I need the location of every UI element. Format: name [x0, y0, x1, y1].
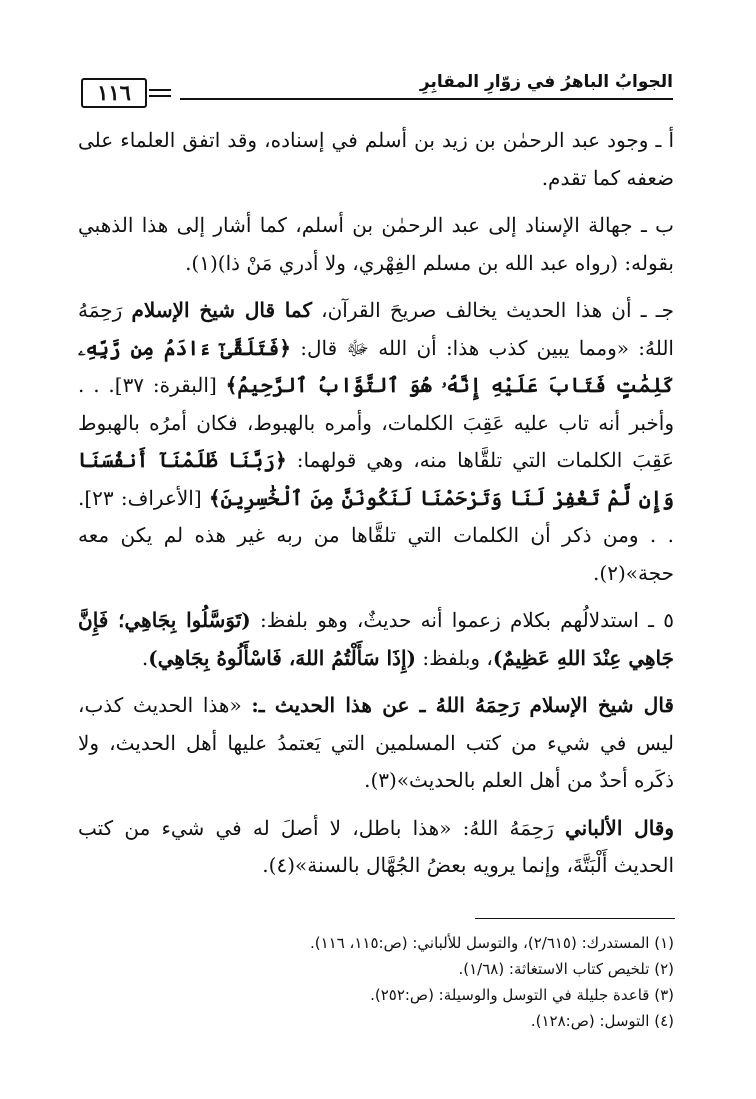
page-header [75, 70, 673, 106]
paragraph-alif: أ ـ وجود عبد الرحمٰن بن زيد بن أسلم في إسناده، وقد اتفق العلماء على ضعفه كما تقدم. [78, 128, 674, 190]
footnote-item: (٢) تلخيص كتاب الاستغاثة: (١/٦٨). [458, 960, 674, 978]
header-rule [180, 98, 673, 100]
paragraph-jim [78, 292, 674, 592]
page-number: ١١٦ [81, 78, 147, 108]
text-segment-bold: قال شيخ الإسلام رَحِمَهُ اللهُ ـ عن هذا الحديث ـ: [251, 693, 674, 717]
text-segment-bold: وقال الألباني [564, 815, 675, 840]
header-dash [149, 89, 171, 91]
text-segment: رَحِمَهُ اللهُ: «هذا باطل، لا أصلَ له في شيء من كتب الحديث أَلْبَتَّةَ، وإنما يرويه بعضُ الجُهَّال بالسنة»(٤). [78, 815, 674, 877]
text-segment: رَحِمَهُ اللهُ: «ومما يبين كذب هذا: أن الله ﷻ قال: [78, 298, 674, 360]
quran-verse: ﴿فَتَلَقَّىٰٓ ءَادَمُ مِن رَّبِّهِۦ كَلِمَٰتٍ فَتَابَ عَلَيْهِ إِنَّهُۥ هُوَ ٱلتَّوَّابُ ٱلرَّحِيمُ﴾ [78, 335, 674, 397]
text-segment: . [141, 645, 149, 670]
text-segment-bold: كما قال شيخ الإسلام [131, 298, 312, 322]
footnote-item: (١) المستدرك: (٢/٦١٥)، والتوسل للألباني: (ص:١١٥، ١١٦). [309, 934, 674, 952]
paragraph-ibn-taymiyyah [78, 687, 674, 800]
paragraph-albani [78, 810, 674, 885]
header-dash [149, 95, 171, 97]
text-segment: [الأعراف: ٢٣]. . . ومن ذكر أن الكلمات التي تلقَّاها من ربه غير هذه لم يكن معه حجة»(٢). [78, 485, 674, 585]
footnote-separator [475, 918, 675, 919]
hadith-text: (تَوَسَّلُوا بِجَاهِي؛ فَإِنَّ جَاهِي عِنْدَ اللهِ عَظِيمٌ) [78, 608, 674, 670]
text-segment: ٥ ـ استدلالُهم بكلام زعموا أنه حديثٌ، وهو بلفظ: [250, 608, 675, 632]
main-text [78, 122, 674, 895]
book-title: الجوابُ الباهرُ في زوّارِ المقابِرِ [419, 72, 673, 92]
paragraph-five [78, 602, 674, 677]
text-segment: ، وبلفظ: [415, 645, 493, 670]
footnotes [80, 930, 674, 1034]
quran-verse: ﴿رَبَّنَا ظَلَمْنَآ أَنفُسَنَا وَإِن لَّمْ تَغْفِرْ لَنَا وَتَرْحَمْنَا لَنَكُونَنَّ مِنَ ٱلْخَٰسِرِينَ﴾ [78, 448, 674, 510]
text-segment: جـ ـ أن هذا الحديث يخالف صريحَ القرآن، [311, 298, 674, 322]
paragraph-ba: ب ـ جهالة الإسناد إلى عبد الرحمٰن بن أسلم، كما أشار إلى هذا الذهبي بقوله: (رواه عبد الله بن مسلم الفِهْري، ولا أدري مَنْ ذا)(١). [78, 213, 674, 275]
text-segment: «هذا الحديث كذب، ليس في شيء من كتب المسلمين التي يَعتمدُ عليها أهل الحديث، ولا ذكَره أحدٌ من أهل العلم بالحديث»(٣). [78, 693, 674, 792]
footnote-item: (٣) قاعدة جليلة في التوسل والوسيلة: (ص:٢٥٢). [370, 986, 674, 1004]
text-segment: [البقرة: ٣٧]. . . وأخبر أنه تاب عليه عَقِبَ الكلمات، وأمره بالهبوط، فكان أمرُه بالهبوط عَقِبَ الكلمات التي تلقَّاها منه، وهي قولهما: [78, 373, 674, 472]
hadith-text: (إِذَا سَأَلْتُمُ اللهَ، فَاسْأَلُوهُ بِجَاهِي) [148, 645, 416, 670]
footnote-item: (٤) التوسل: (ص:١٢٨). [530, 1012, 674, 1030]
